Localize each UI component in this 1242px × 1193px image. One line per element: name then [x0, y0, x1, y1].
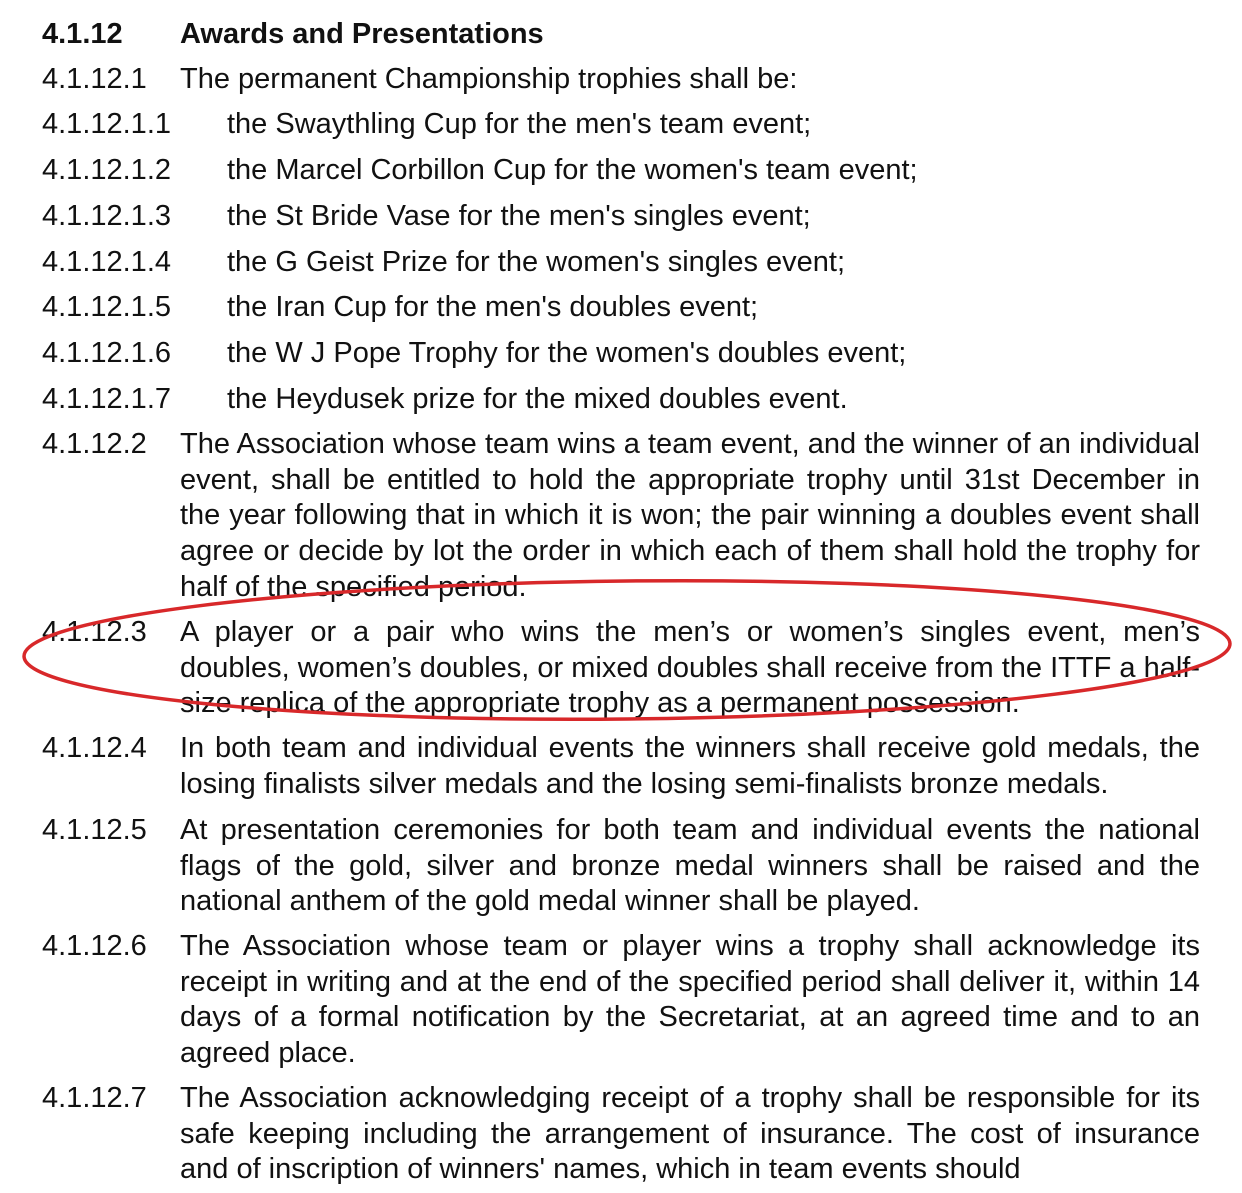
- clause-text: In both team and individual events the winners shall receive gold medals, the losing finalists silver medals and the losing semi-finalists bronze medals.: [180, 732, 1200, 800]
- clause-number: 4.1.12.1.7: [42, 383, 171, 415]
- clause-text: the G Geist Prize for the women's singles event;: [227, 246, 846, 278]
- clause-4-1-12-5: [42, 813, 1200, 920]
- clause-number: 4.1.12.6: [42, 930, 147, 962]
- clause-text: The Association whose team or player wins a trophy shall acknowledge its receipt in writing and at the end of the specified period shall deliver it, within 14 days of a formal notification by the Secretariat, at an agreed time and to an agreed place.: [180, 930, 1200, 1070]
- clause-text: the Marcel Corbillon Cup for the women's team event;: [227, 154, 918, 186]
- clause-text: the Swaythling Cup for the men's team event;: [227, 108, 812, 140]
- clause-4-1-12-6: [42, 929, 1200, 1072]
- clause-text: the Iran Cup for the men's doubles event;: [227, 291, 759, 323]
- clause-4-1-12-1-3: [42, 194, 811, 239]
- clause-4-1-12-3: [42, 615, 1200, 722]
- clause-4-1-12-1-1: [42, 102, 811, 147]
- section-number: 4.1.12: [42, 18, 123, 50]
- clause-text: the Heydusek prize for the mixed doubles event.: [227, 383, 848, 415]
- clause-4-1-12-7: [42, 1081, 1200, 1188]
- clause-text: The permanent Championship trophies shall be:: [180, 63, 798, 95]
- section-title: Awards and Presentations: [180, 18, 544, 50]
- clause-number: 4.1.12.1.5: [42, 291, 171, 323]
- clause-number: 4.1.12.4: [42, 732, 147, 764]
- clause-4-1-12-1-5: [42, 285, 758, 330]
- clause-text: the St Bride Vase for the men's singles event;: [227, 200, 811, 232]
- clause-number: 4.1.12.1.1: [42, 108, 171, 140]
- clause-number: 4.1.12.1.6: [42, 337, 171, 369]
- clause-number: 4.1.12.1: [42, 63, 147, 95]
- clause-number: 4.1.12.5: [42, 814, 147, 846]
- clause-4-1-12-1-4: [42, 240, 845, 285]
- clause-4-1-12-2: [42, 427, 1200, 606]
- clause-number: 4.1.12.3: [42, 616, 147, 648]
- clause-number: 4.1.12.7: [42, 1082, 147, 1114]
- clause-text: A player or a pair who wins the men’s or women’s singles event, men’s doubles, women’s doubles, or mixed doubles shall receive from the ITTF a half-size replica of the appropriate trophy as a permanent possession.: [180, 616, 1200, 720]
- clause-4-1-12-1: [42, 57, 797, 102]
- clause-4-1-12-1-6: [42, 331, 906, 376]
- clause-4-1-12-1-7: [42, 377, 848, 422]
- clause-text: At presentation ceremonies for both team and individual events the national flags of the gold, silver and bronze medal winners shall be raised and the national anthem of the gold medal winner shall be played.: [180, 814, 1200, 918]
- clause-4-1-12-4: [42, 731, 1200, 802]
- clause-number: 4.1.12.2: [42, 428, 147, 460]
- clause-4-1-12-1-2: [42, 148, 918, 193]
- clause-number: 4.1.12.1.2: [42, 154, 171, 186]
- clause-text: the W J Pope Trophy for the women's doubles event;: [227, 337, 907, 369]
- clause-text: The Association acknowledging receipt of a trophy shall be responsible for its safe keeping including the arrangement of insurance. The cost of insurance and of inscription of winners' names, which in team events should: [180, 1082, 1200, 1186]
- section-heading: [42, 14, 544, 54]
- clause-number: 4.1.12.1.3: [42, 200, 171, 232]
- clause-text: The Association whose team wins a team event, and the winner of an individual event, shall be entitled to hold the appropriate trophy until 31st December in the year following that in which it is won; the pair winning a doubles event shall agree or decide by lot the order in which each of them shall hold the trophy for half of the specified period.: [180, 428, 1200, 603]
- clause-number: 4.1.12.1.4: [42, 246, 171, 278]
